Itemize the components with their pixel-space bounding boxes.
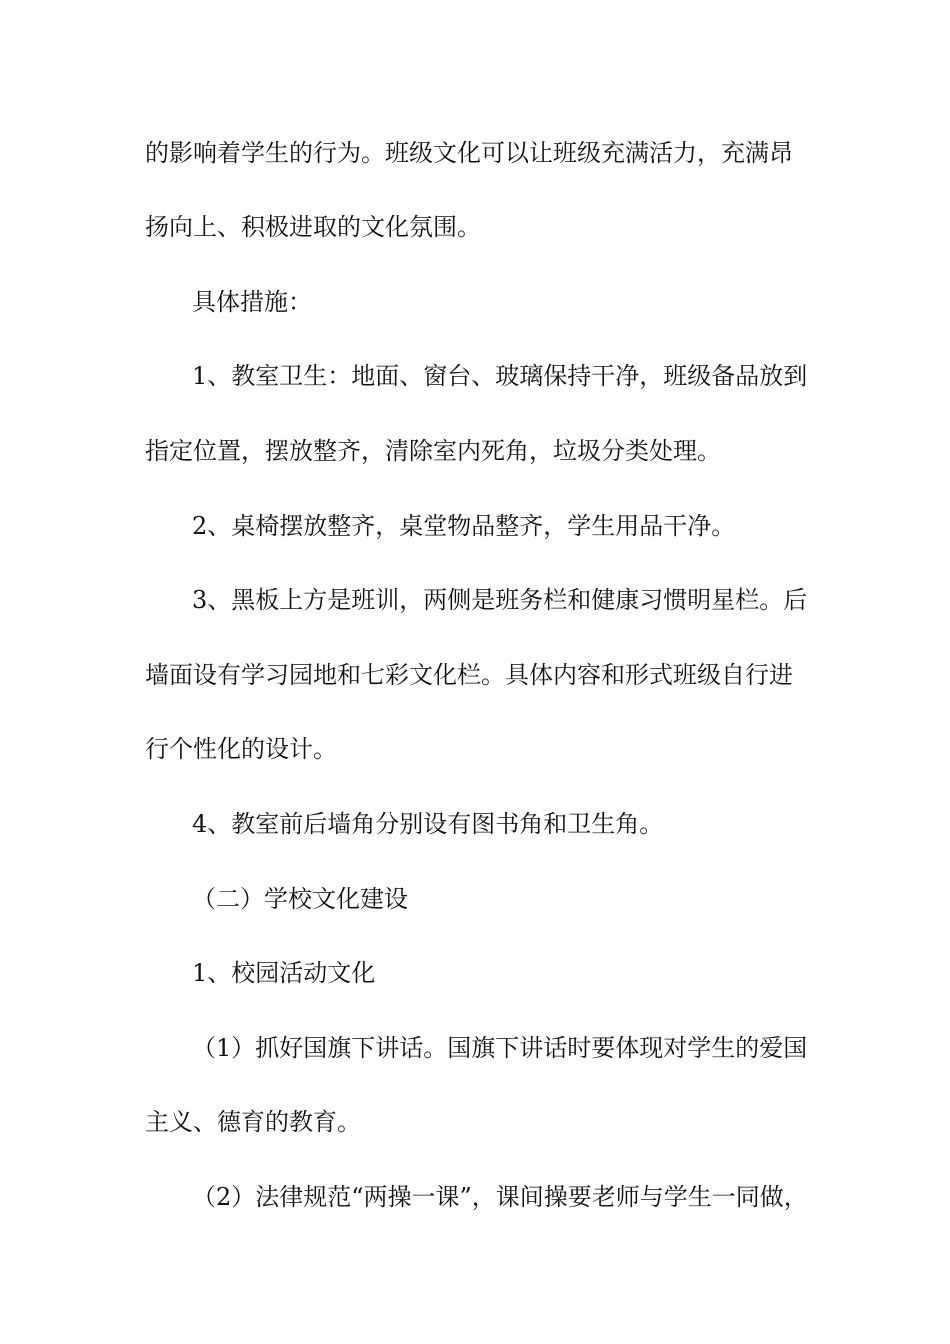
paragraph-line: 主义、德育的教育。 (145, 1108, 361, 1136)
paragraph-line: 的影响着学生的行为。班级文化可以让班级充满活力，充满昂 (145, 139, 793, 167)
paragraph-line: 行个性化的设计。 (145, 735, 337, 763)
subsection-heading: 1、校园活动文化 (192, 959, 376, 987)
paragraph-line: 扬向上、积极进取的文化氛围。 (145, 213, 481, 241)
paragraph-line: 墙面设有学习园地和七彩文化栏。具体内容和形式班级自行进 (145, 661, 793, 689)
paragraph-line: 2、桌椅摆放整齐，桌堂物品整齐，学生用品干净。 (192, 512, 736, 540)
paragraph-line: 1、教室卫生：地面、窗台、玻璃保持干净，班级备品放到 (192, 362, 808, 390)
section-heading: （二）学校文化建设 (192, 885, 408, 913)
paragraph-line: 3、黑板上方是班训，两侧是班务栏和健康习惯明星栏。后 (192, 586, 808, 614)
paragraph-line: （1）抓好国旗下讲话。国旗下讲话时要体现对学生的爱国 (192, 1034, 808, 1062)
paragraph-line: 4、教室前后墙角分别设有图书角和卫生角。 (192, 810, 664, 838)
paragraph-line: 指定位置，摆放整齐，清除室内死角，垃圾分类处理。 (145, 437, 721, 465)
paragraph-line: （2）法律规范“两操一课”，课间操要老师与学生一同做， (192, 1183, 808, 1211)
paragraph-line: 具体措施： (192, 288, 312, 316)
